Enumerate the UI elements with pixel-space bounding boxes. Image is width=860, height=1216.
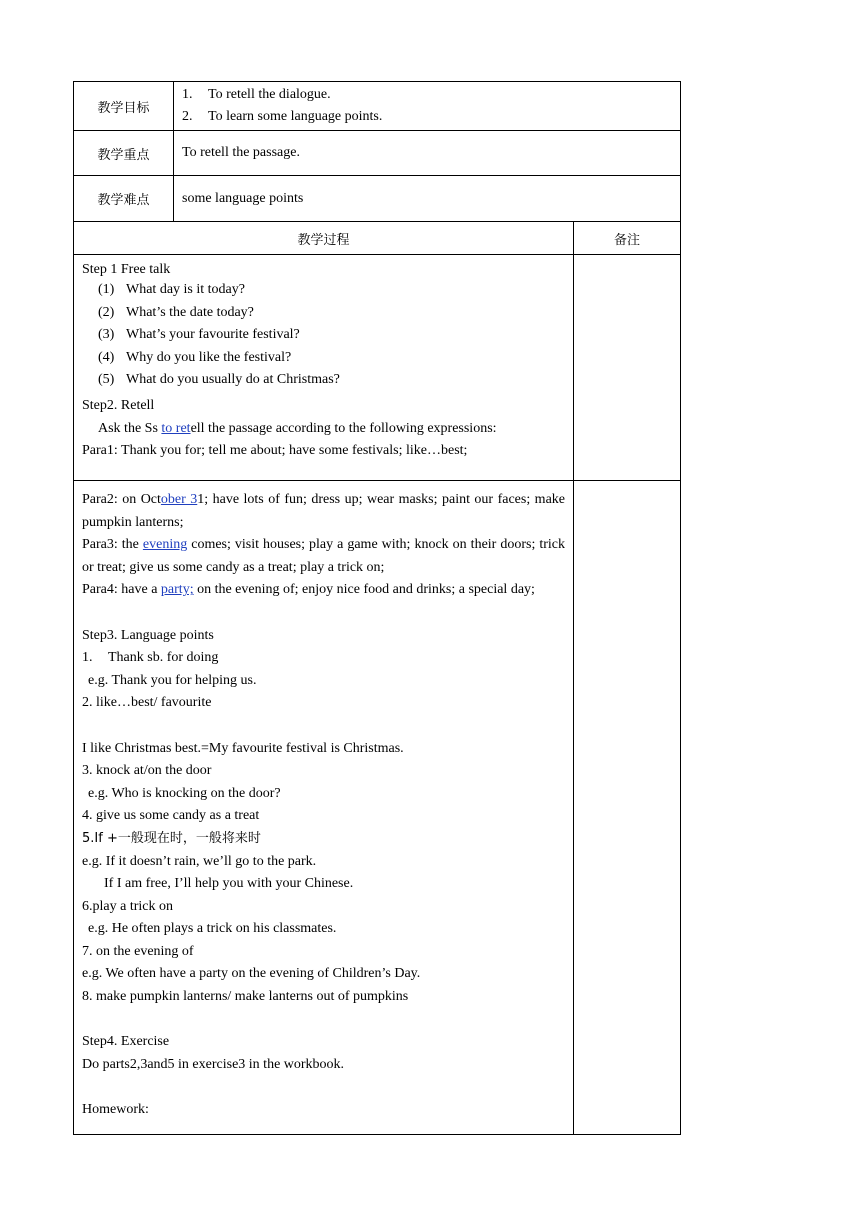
process-content-2 [74, 481, 574, 1135]
homework-heading: Homework: [82, 1102, 149, 1118]
process-content-1 [74, 255, 574, 481]
spacer [82, 1076, 565, 1099]
language-point-1-example: e.g. Thank you for helping us. [88, 672, 257, 688]
step2-heading: Step2. Retell [82, 397, 155, 413]
goal-item: 1. To retell the dialogue. [182, 87, 331, 102]
key-text: To retell the passage. [174, 131, 681, 176]
process-title: 教学过程 [74, 222, 574, 255]
question-item: (3) What’s your favourite festival? [98, 327, 300, 343]
language-point-4: 4. give us some candy as a treat [82, 808, 260, 824]
step4-instruction: Do parts2,3and5 in exercise3 in the workbook. [82, 1056, 345, 1072]
question-item: (4) Why do you like the festival? [98, 349, 292, 365]
step3-heading: Step3. Language points [82, 627, 214, 643]
difficult-text: some language points [174, 176, 681, 222]
notes-cell-2 [574, 481, 681, 1135]
goal-item: 2. To learn some language points. [182, 109, 383, 124]
para1-expressions: Para1: Thank you for; tell me about; have some festivals; like…best; [82, 443, 468, 459]
lesson-plan-document [73, 81, 680, 1135]
language-point-3-example: e.g. Who is knocking on the door? [88, 785, 281, 801]
spacer [82, 1009, 565, 1032]
difficult-row [74, 176, 681, 222]
language-point-7-example: e.g. We often have a party on the evening of Children’s Day. [82, 966, 421, 982]
para2-expressions: Para2: on October 31; have lots of fun; dress up; wear masks; paint our faces; make pumpkin lanterns; [82, 492, 565, 530]
language-point-7: 7. on the evening of [82, 943, 194, 959]
goals-cell [174, 82, 681, 131]
language-point-5: 5.If +一般现在时，一般将来时 [82, 830, 261, 846]
question-item: (2) What’s the date today? [98, 304, 254, 320]
spacer [82, 715, 565, 738]
process-block-1 [74, 255, 681, 481]
step4-heading: Step4. Exercise [82, 1034, 170, 1050]
retell-link[interactable]: to ret [161, 420, 191, 436]
language-point-2: 2. like…best/ favourite [82, 695, 212, 711]
lesson-plan-table [73, 81, 681, 1135]
language-point-6: 6.play a trick on [82, 898, 173, 914]
process-header-row [74, 222, 681, 255]
question-item: (5) What do you usually do at Christmas? [98, 372, 340, 388]
key-row [74, 131, 681, 176]
para4-expressions: Para4: have a party; on the evening of; enjoy nice food and drinks; a special day; [82, 582, 535, 598]
para2-link[interactable]: ober 3 [160, 492, 198, 507]
para3-expressions: Para3: the evening comes; visit houses; play a game with; knock on their doors; trick or treat; give us some candy as a treat; play a trick on; [82, 537, 565, 575]
language-point-3: 3. knock at/on the door [82, 763, 212, 779]
para4-link[interactable]: party; [160, 582, 194, 598]
difficult-label: 教学难点 [74, 176, 174, 222]
key-label: 教学重点 [74, 131, 174, 176]
notes-cell-1 [574, 255, 681, 481]
language-point-5-example-2: If I am free, I’ll help you with your Chinese. [104, 876, 354, 892]
goals-row [74, 82, 681, 131]
spacer [82, 602, 565, 625]
language-point-8: 8. make pumpkin lanterns/ make lanterns out of pumpkins [82, 989, 409, 1005]
language-point-2-example: I like Christmas best.=My favourite festival is Christmas. [82, 740, 404, 756]
language-point-1: 1. Thank sb. for doing [82, 650, 219, 666]
question-item: (1) What day is it today? [98, 282, 245, 297]
para3-link[interactable]: evening [142, 537, 188, 553]
language-point-5-example-1: e.g. If it doesn’t rain, we’ll go to the park. [82, 853, 317, 869]
step1-heading: Step 1 Free talk [82, 262, 171, 277]
language-point-6-example: e.g. He often plays a trick on his classmates. [88, 921, 337, 937]
notes-title: 备注 [574, 222, 681, 255]
retell-instruction: Ask the Ss to retell the passage according to the following expressions: [98, 420, 497, 436]
goals-label: 教学目标 [74, 82, 174, 131]
process-block-2 [74, 481, 681, 1135]
